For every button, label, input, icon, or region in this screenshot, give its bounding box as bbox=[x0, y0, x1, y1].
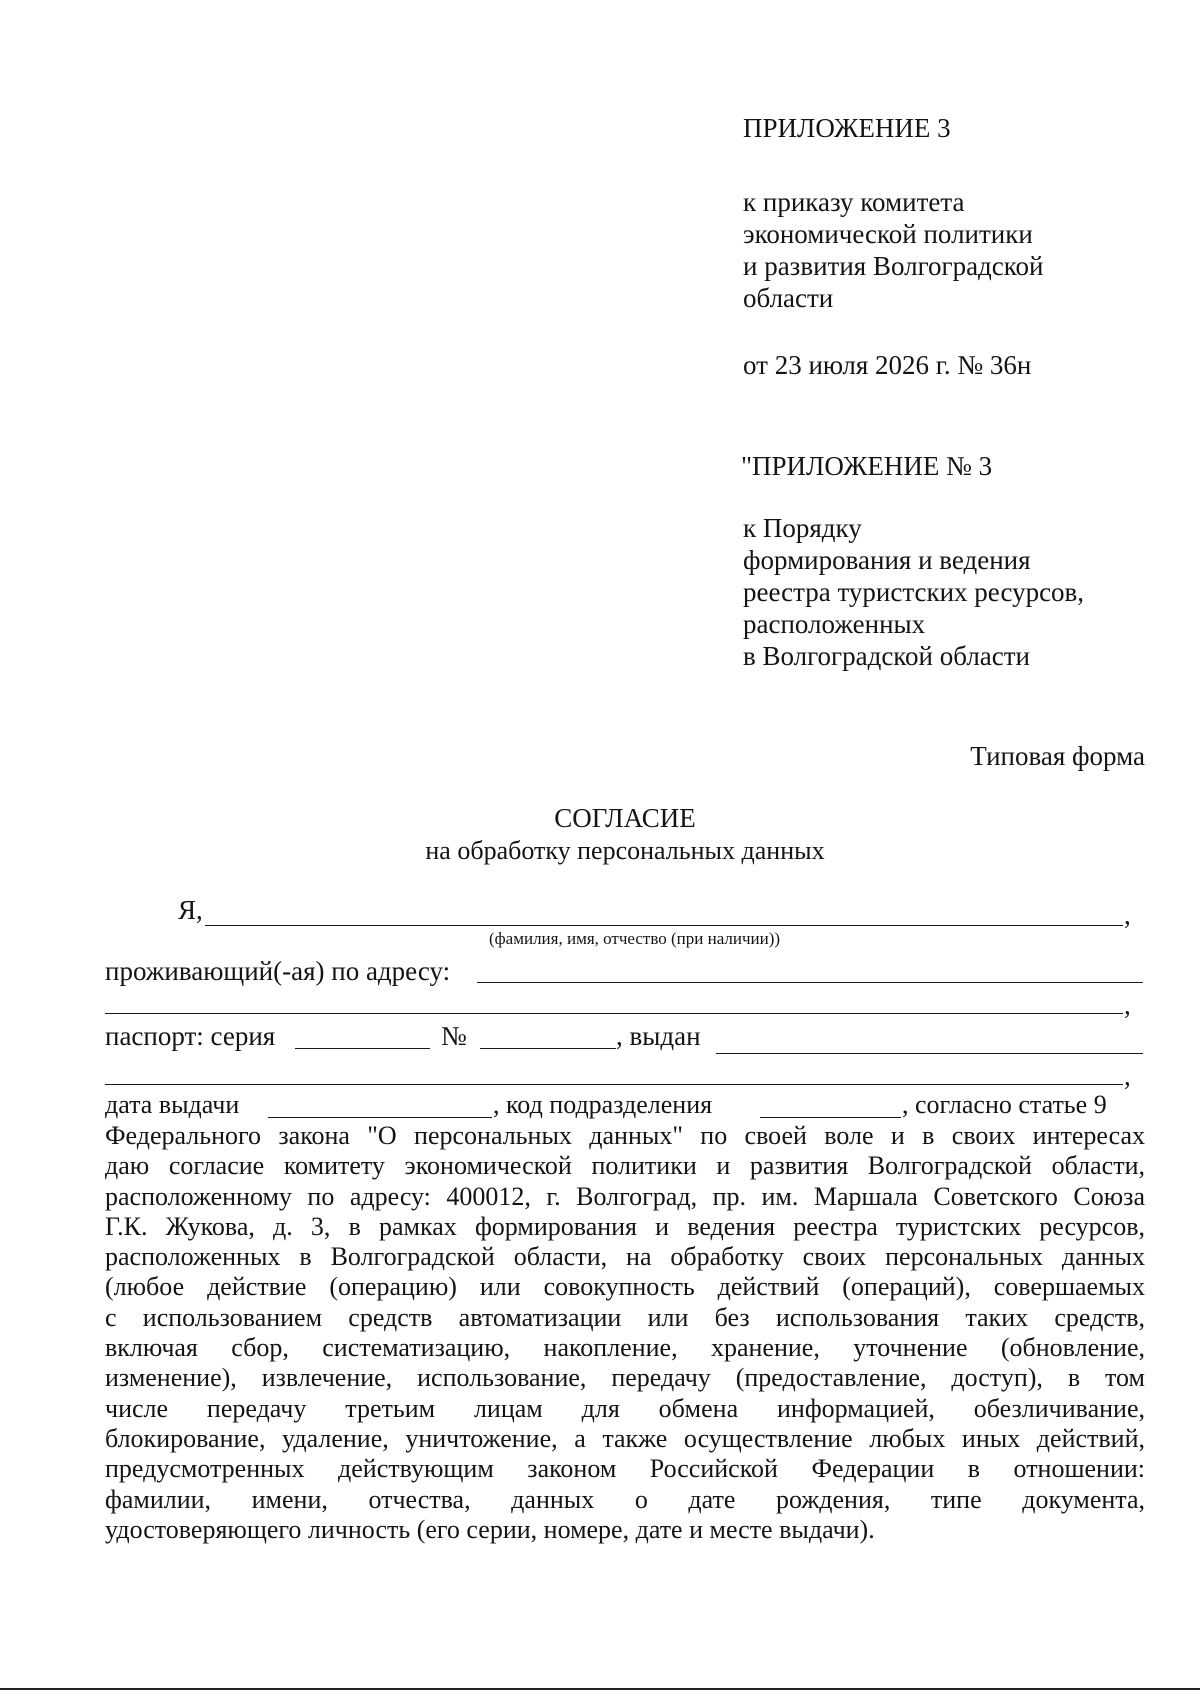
appendix-title: ПРИЛОЖЕНИЕ 3 bbox=[743, 113, 951, 143]
consent-line: Федерального закона "О персональных данных" по своей воле и в своих интересах bbox=[105, 1121, 1145, 1150]
consent-line: расположенных в Волгоградской области, на обработку своих персональных данных bbox=[105, 1242, 1145, 1272]
comma: , bbox=[1124, 1061, 1131, 1091]
issued-by-field[interactable] bbox=[716, 1053, 1143, 1054]
division-code-label: , код подразделения bbox=[493, 1090, 713, 1119]
passport-series-label: паспорт: серия bbox=[105, 1021, 276, 1051]
form-type-label: Типовая форма bbox=[970, 741, 1145, 771]
consent-line: (любое действие (операцию) или совокупность действий (операций), совершаемых bbox=[105, 1272, 1145, 1302]
appendix-order-reference bbox=[743, 186, 1043, 314]
page-bottom-edge bbox=[0, 1688, 1200, 1690]
procedure-reference-line: к Порядку bbox=[743, 513, 862, 543]
passport-series-field[interactable] bbox=[295, 1048, 430, 1049]
order-reference-line: экономической политики bbox=[743, 219, 1033, 249]
consent-line: удостоверяющего личность (его серии, номере, дате и месте выдачи). bbox=[105, 1514, 875, 1544]
issued-by-continuation-field[interactable] bbox=[105, 1084, 1123, 1085]
issue-date-field[interactable] bbox=[268, 1117, 492, 1118]
procedure-reference-line: реестра туристских ресурсов, bbox=[743, 577, 1085, 607]
issue-date-label: дата выдачи bbox=[105, 1090, 240, 1119]
procedure-reference-line: расположенных bbox=[743, 609, 926, 639]
order-date: от 23 июля 2026 г. № 36н bbox=[743, 350, 1032, 380]
order-reference-line: к приказу комитета bbox=[743, 187, 965, 217]
address-continuation-field[interactable] bbox=[105, 1013, 1123, 1014]
consent-line: Г.К. Жукова, д. 3, в рамках формирования и ведения реестра туристских ресурсов, bbox=[105, 1211, 1145, 1241]
consent-line: включая сбор, систематизацию, накопление, хранение, уточнение (обновление, bbox=[105, 1333, 1145, 1363]
issued-by-label: , выдан bbox=[616, 1021, 701, 1051]
i-label: Я, bbox=[178, 895, 203, 925]
order-reference-line: области bbox=[743, 283, 834, 313]
address-field[interactable] bbox=[477, 982, 1143, 983]
address-label: проживающий(-ая) по адресу: bbox=[105, 956, 451, 986]
procedure-reference bbox=[743, 512, 1084, 672]
passport-number-field[interactable] bbox=[480, 1048, 616, 1049]
comma: , bbox=[1124, 990, 1131, 1020]
consent-line: расположенному по адресу: 400012, г. Волгоград, пр. им. Маршала Советского Союза bbox=[105, 1181, 1145, 1211]
per-article-label: , согласно статье 9 bbox=[902, 1090, 1107, 1119]
order-reference-line: и развития Волгоградской bbox=[743, 251, 1044, 281]
consent-line: изменение), извлечение, использование, передачу (предоставление, доступ), в том bbox=[105, 1363, 1145, 1393]
consent-text bbox=[105, 1121, 1145, 1545]
full-name-field[interactable] bbox=[205, 925, 1123, 926]
comma: , bbox=[1124, 900, 1131, 930]
division-code-field[interactable] bbox=[760, 1117, 901, 1118]
procedure-reference-line: в Волгоградской области bbox=[743, 641, 1031, 671]
document-subtitle: на обработку персональных данных bbox=[425, 836, 825, 865]
consent-line: даю согласие комитету экономической политики и развития Волгоградской области, bbox=[105, 1151, 1145, 1181]
procedure-reference-line: формирования и ведения bbox=[743, 545, 1031, 575]
inner-appendix-title: "ПРИЛОЖЕНИЕ № 3 bbox=[741, 451, 993, 481]
full-name-hint: (фамилия, имя, отчество (при наличии)) bbox=[489, 929, 781, 948]
consent-line: с использованием средств автоматизации или без использования таких средств, bbox=[105, 1302, 1145, 1332]
document-title: СОГЛАСИЕ bbox=[554, 803, 696, 833]
consent-line: блокирование, удаление, уничтожение, а также осуществление любых иных действий, bbox=[105, 1423, 1145, 1453]
consent-line: числе передачу третьим лицам для обмена информацией, обезличивание, bbox=[105, 1393, 1145, 1423]
passport-number-label: № bbox=[441, 1021, 467, 1051]
consent-line: фамилии, имени, отчества, данных о дате рождения, типе документа, bbox=[105, 1484, 1145, 1514]
consent-line: предусмотренных действующим законом Российской Федерации в отношении: bbox=[105, 1454, 1145, 1484]
